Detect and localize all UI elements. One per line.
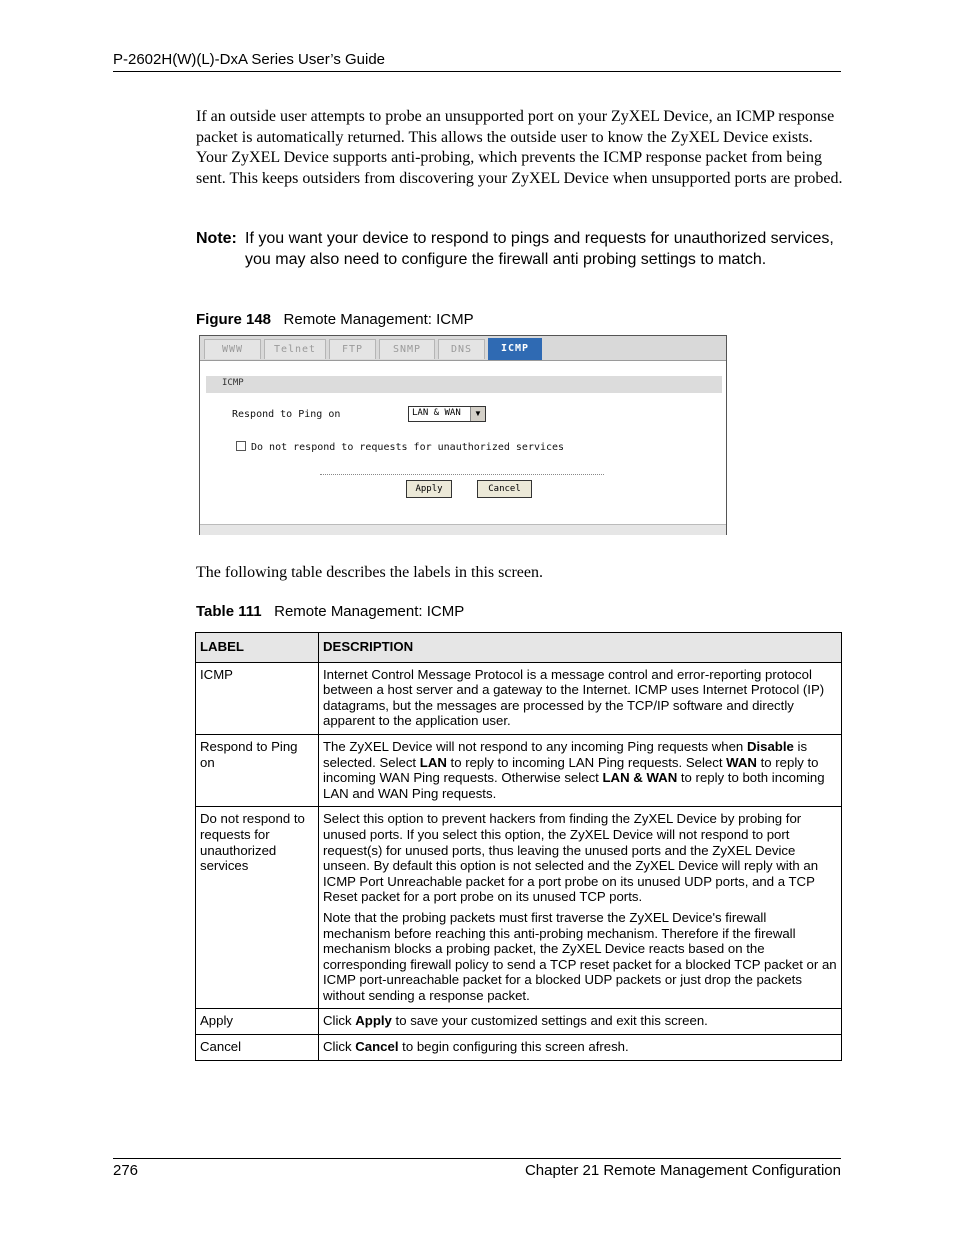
section-title-bar: [206, 376, 722, 393]
table-number: Table 111: [196, 603, 262, 620]
description-paragraph: [323, 811, 837, 905]
bold-term: LAN: [419, 754, 447, 770]
row-description: [319, 662, 842, 734]
table-row: [196, 1035, 842, 1061]
figure-number: Figure 148: [196, 311, 272, 328]
table-title: Remote Management: ICMP: [274, 603, 465, 620]
tab-telnet[interactable]: Telnet: [264, 339, 326, 359]
text-run: Note that the probing packets must first traverse the ZyXEL Device's firewall mechanism before reaching this anti-probing mechanism. Therefore if the firewall mechanism blocks a probing packet, the ZyXEL Device reacts based on the corresponding firewall policy to send a TCP reset packet for a blocked TCP packet or an ICMP port-unreachable packet for a blocked UDP packets or just drop the packets without sending a response packet.: [323, 909, 837, 1003]
row-label: Respond to Ping on: [196, 734, 319, 806]
row-description: [319, 807, 842, 1009]
respond-select-value: LAN & WAN: [412, 408, 461, 418]
tab-icmp[interactable]: ICMP: [488, 338, 542, 360]
description-paragraph: [323, 1039, 837, 1055]
running-header: P-2602H(W)(L)-DxA Series User’s Guide: [113, 51, 386, 68]
section-title: ICMP: [222, 378, 244, 388]
bottom-bar: [200, 524, 726, 535]
figure-title: Remote Management: ICMP: [283, 311, 474, 328]
text-run: Click: [323, 1039, 356, 1055]
table-row: [196, 1009, 842, 1035]
description-paragraph: [323, 667, 837, 729]
text-run: Click: [323, 1013, 356, 1029]
bold-term: Disable: [746, 738, 794, 754]
text-run: to reply to incoming LAN Ping requests. Select: [446, 754, 727, 770]
figure-caption: [196, 311, 474, 328]
text-run: to reply to incoming WAN Ping requests. Otherwise select: [323, 754, 819, 786]
checkbox-label: Do not respond to requests for unauthorized services: [251, 442, 565, 453]
chapter-title: Chapter 21 Remote Management Configuration: [524, 1162, 841, 1179]
cancel-button[interactable]: Cancel: [477, 480, 532, 498]
text-run: The ZyXEL Device will not respond to any incoming Ping requests when: [323, 738, 747, 754]
bold-term: LAN & WAN: [602, 770, 678, 786]
respond-label: Respond to Ping on: [232, 409, 341, 420]
footer-rule: [113, 1158, 841, 1159]
icmp-screenshot: [199, 335, 727, 535]
page-number: 276: [113, 1162, 139, 1179]
row-description: [319, 1009, 842, 1035]
divider: [320, 474, 604, 475]
row-label: Cancel: [196, 1035, 319, 1061]
apply-button[interactable]: Apply: [406, 480, 452, 498]
intro-paragraph: If an outside user attempts to probe an unsupported port on your ZyXEL Device, an ICMP response packet is automatically returned. This allows the outside user to know the ZyXEL Device exists. Your ZyXEL Device supports anti-probing, which prevents the ICMP response packet from being sent. This keeps outsiders from discovering your ZyXEL Device when unsupported ports are probed.: [196, 108, 843, 187]
row-label: ICMP: [196, 662, 319, 734]
description-table: [195, 632, 842, 1061]
text-run: Internet Control Message Protocol is a message control and error-reporting protocol between a host server and a gateway to the Internet. ICMP uses Internet Protocol (IP) datagrams, but the messages are processed by the TCP/IP software and directly apparent to the application user.: [323, 666, 825, 729]
row-label: Apply: [196, 1009, 319, 1035]
row-description: [319, 734, 842, 806]
text-run: is selected. Select: [323, 738, 808, 770]
respond-select[interactable]: [408, 406, 486, 422]
text-run: Select this option to prevent hackers from finding the ZyXEL Device by probing for unused ports. If you select this option, the ZyXEL Device will not respond to port request(s) for unused ports, thus leaving the unused ports and the ZyXEL Device unseen. By default this option is not selected and the ZyXEL Device will reply with an ICMP Port Unreachable packet for a port probe on its unused UDP ports, and a TCP Reset packet for a port probe on its unused TCP ports.: [323, 811, 819, 905]
tab-snmp[interactable]: SNMP: [379, 339, 435, 359]
tab-bar: [200, 336, 726, 361]
description-paragraph: [323, 739, 837, 801]
description-paragraph: [323, 910, 837, 1004]
table-header-row: [196, 633, 842, 663]
description-paragraph: [323, 1013, 837, 1029]
text-run: to begin configuring this screen afresh.: [398, 1039, 629, 1055]
tab-dns[interactable]: DNS: [438, 339, 485, 359]
text-run: to reply to both incoming LAN and WAN Ping requests.: [323, 770, 825, 801]
chevron-down-icon[interactable]: ▼: [470, 407, 485, 421]
bold-term: Apply: [355, 1013, 392, 1029]
table-row: [196, 662, 842, 734]
header-description: DESCRIPTION: [319, 633, 842, 663]
note-label: Note:: [196, 230, 237, 247]
bold-term: WAN: [726, 754, 757, 770]
following-text: The following table describes the labels in this screen.: [196, 564, 544, 581]
table-body: [196, 662, 842, 1060]
header-label: LABEL: [196, 633, 319, 663]
row-description: [319, 1035, 842, 1061]
text-run: to save your customized settings and exit this screen.: [391, 1013, 708, 1029]
bold-term: Cancel: [355, 1039, 399, 1055]
table-row: [196, 807, 842, 1009]
note-text: If you want your device to respond to pings and requests for unauthorized services, you may also need to configure the firewall anti probing settings to match.: [245, 230, 834, 268]
tab-www[interactable]: WWW: [204, 339, 261, 359]
unauthorized-checkbox[interactable]: [236, 441, 246, 451]
tab-ftp[interactable]: FTP: [329, 339, 376, 359]
header-rule: [113, 71, 841, 72]
row-label: Do not respond to requests for unauthorized services: [196, 807, 319, 1009]
table-caption: [196, 603, 464, 620]
table-row: [196, 734, 842, 806]
